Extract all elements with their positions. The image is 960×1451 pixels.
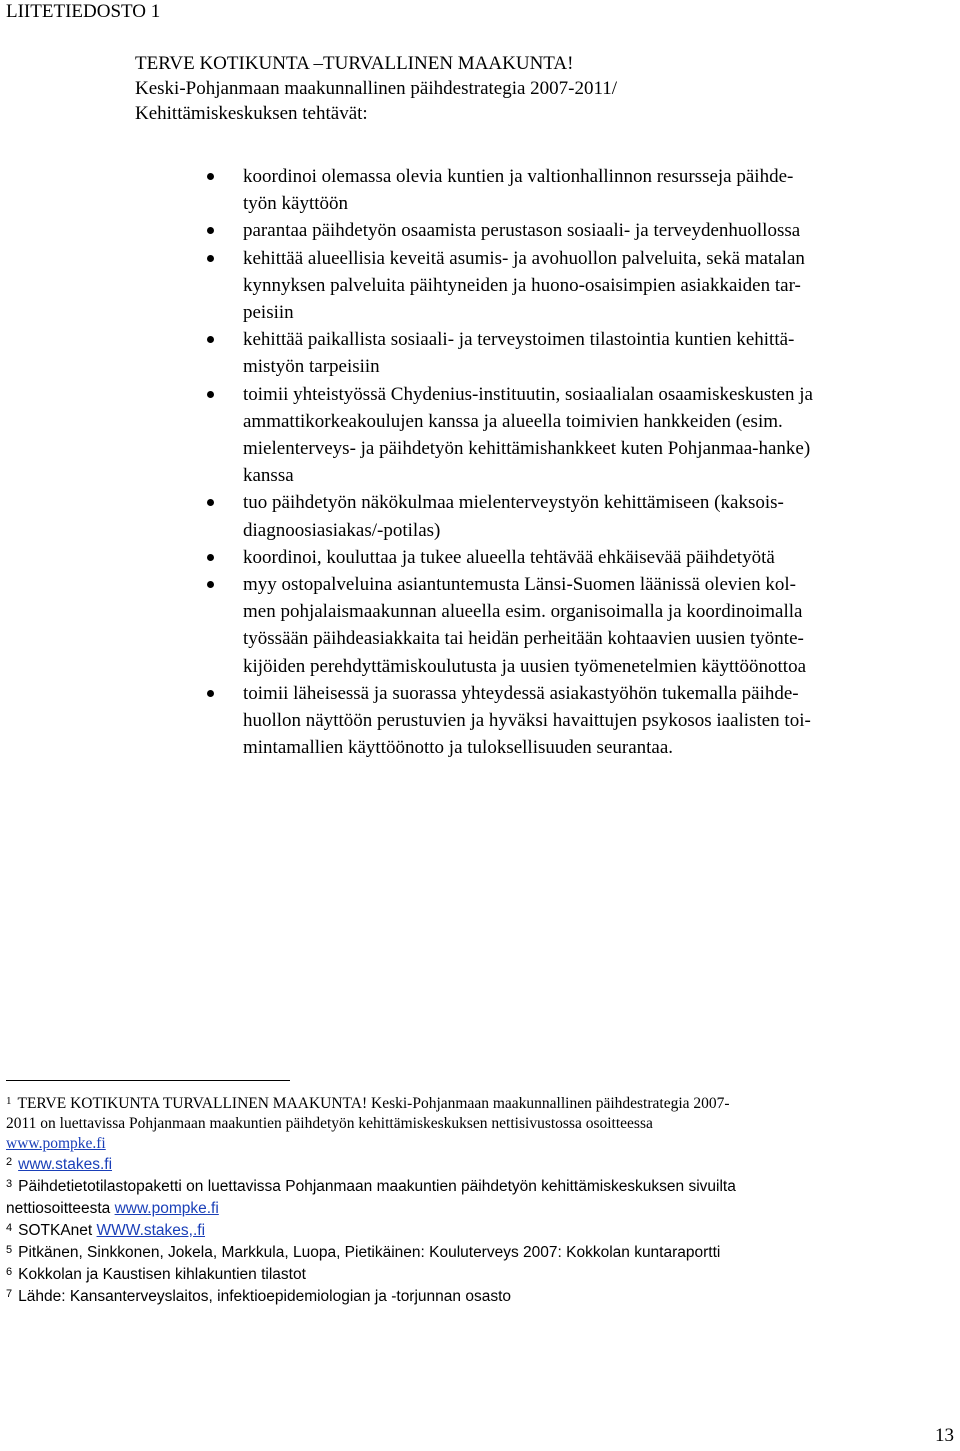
list-item <box>243 571 958 680</box>
list-item-line: työn käyttöön <box>243 193 349 215</box>
footnote-text: Päihdetietotilastopaketti on luettavissa Pohjanmaan maakuntien päihdetyön kehittämiskeskuksen sivuilta <box>18 1178 736 1195</box>
footnote-number: 5 <box>6 1244 13 1256</box>
list-item <box>243 217 958 244</box>
footnote-7 <box>6 1286 956 1308</box>
list-item <box>243 326 958 380</box>
footnote-number: 2 <box>6 1156 13 1168</box>
stakes-link[interactable]: www.stakes.fi <box>18 1156 113 1173</box>
list-item-line: työssään päihdeasiakkaita tai heidän perheitään kohtaavien uusien työnte- <box>243 628 804 650</box>
footnote-text: TERVE KOTIKUNTA TURVALLINEN MAAKUNTA! Keski-Pohjanmaan maakunnallinen päihdestrategia 2007- <box>17 1095 730 1112</box>
title-line-1: TERVE KOTIKUNTA –TURVALLINEN MAAKUNTA! <box>135 53 574 74</box>
page-number: 13 <box>935 1425 954 1446</box>
list-item-line: parantaa päihdetyön osaamista perustason sosiaali- ja terveydenhuollossa <box>243 220 801 242</box>
footnote-text: nettiosoitteesta <box>6 1200 115 1217</box>
list-item-line: myy ostopalveluina asiantuntemusta Länsi-Suomen läänissä olevien kol- <box>243 574 796 596</box>
list-item-line: koordinoi olemassa olevia kuntien ja valtionhallinnon resursseja päihde- <box>243 166 794 187</box>
list-item-line: men pohjalaismaakunnan alueella esim. organisoimalla ja koordinoimalla <box>243 601 803 623</box>
footnote-text: SOTKAnet <box>18 1222 97 1239</box>
list-item <box>243 680 958 762</box>
footnote-number: 3 <box>6 1178 13 1190</box>
footnote-text: 2011 on luettavissa Pohjanmaan maakuntien päihdetyön kehittämiskeskuksen nettisivustossa osoitteessa <box>6 1115 653 1132</box>
list-item-line: kynnyksen palveluita päihtyneiden ja huono-osaisimpien asiakkaiden tar- <box>243 274 801 296</box>
list-item-line: kijöiden perehdyttämiskoulutusta ja uusien työmenetelmien käyttöönottoa <box>243 655 807 677</box>
footnote-number: 1 <box>6 1095 12 1107</box>
footnote-4 <box>6 1220 956 1242</box>
footnote-5 <box>6 1242 956 1264</box>
footnote-text: Lähde: Kansanterveyslaitos, infektioepidemiologian ja -torjunnan osasto <box>18 1288 511 1305</box>
list-item-line: toimii yhteistyössä Chydenius-instituutin, sosiaalialan osaamiskeskusten ja <box>243 383 813 405</box>
footnotes <box>6 1094 956 1308</box>
list-item-line: tuo päihdetyön näkökulmaa mielenterveystyön kehittämiseen (kaksois- <box>243 492 784 514</box>
footnote-text: Pitkänen, Sinkkonen, Jokela, Markkula, Luopa, Pietikäinen: Kouluterveys 2007: Kokkolan kuntaraportti <box>18 1244 721 1261</box>
list-item-line: mistyön tarpeisiin <box>243 356 380 378</box>
list-item <box>243 245 958 327</box>
list-item-line: huollon näyttöön perustuvien ja hyväksi havaittujen psykosos iaalisten toi- <box>243 710 811 732</box>
footnote-number: 6 <box>6 1266 13 1278</box>
task-list <box>243 163 958 761</box>
sotkanet-link[interactable]: WWW.stakes,.fi <box>96 1222 206 1239</box>
footnote-text: Kokkolan ja Kaustisen kihlakuntien tilastot <box>18 1266 306 1283</box>
footnote-number: 7 <box>6 1288 13 1300</box>
list-item <box>243 163 958 217</box>
title-block <box>135 51 617 126</box>
list-item-line: kehittää paikallista sosiaali- ja terveystoimen tilastointia kuntien kehittä- <box>243 329 795 351</box>
footnote-number: 4 <box>6 1222 13 1234</box>
title-line-3: Kehittämiskeskuksen tehtävät: <box>135 103 368 124</box>
list-item-line: ammattikorkeakoulujen kanssa ja alueella toimivien hankkeiden (esim. <box>243 410 783 432</box>
list-item <box>243 544 958 571</box>
pompke-link[interactable]: www.pompke.fi <box>114 1200 219 1217</box>
document-header: LIITETIEDOSTO 1 <box>6 1 161 22</box>
list-item-line: kanssa <box>243 465 294 487</box>
list-item-line: diagnoosiasiakas/-potilas) <box>243 519 441 541</box>
footnote-2 <box>6 1154 956 1176</box>
list-item-line: mielenterveys- ja päihdetyön kehittämishankkeet kuten Pohjanmaa-hanke) <box>243 438 811 460</box>
list-item <box>243 489 958 543</box>
list-item-line: toimii läheisessä ja suorassa yhteydessä asiakastyöhön tukemalla päihde- <box>243 682 799 704</box>
list-item-line: mintamallien käyttöönotto ja tuloksellisuuden seurantaa. <box>243 737 674 759</box>
title-line-2: Keski-Pohjanmaan maakunnallinen päihdestrategia 2007-2011/ <box>135 78 618 99</box>
list-item <box>243 381 958 490</box>
pompke-link[interactable]: www.pompke.fi <box>6 1135 106 1152</box>
list-item-line: peisiin <box>243 302 294 324</box>
footnote-divider <box>6 1080 290 1081</box>
footnote-3 <box>6 1176 956 1220</box>
list-item-line: kehittää alueellisia keveitä asumis- ja avohuollon palveluita, sekä matalan <box>243 247 805 269</box>
footnote-1 <box>6 1094 956 1154</box>
list-item-line: koordinoi, kouluttaa ja tukee alueella tehtävää ehkäisevää päihdetyötä <box>243 546 775 568</box>
footnote-6 <box>6 1264 956 1286</box>
